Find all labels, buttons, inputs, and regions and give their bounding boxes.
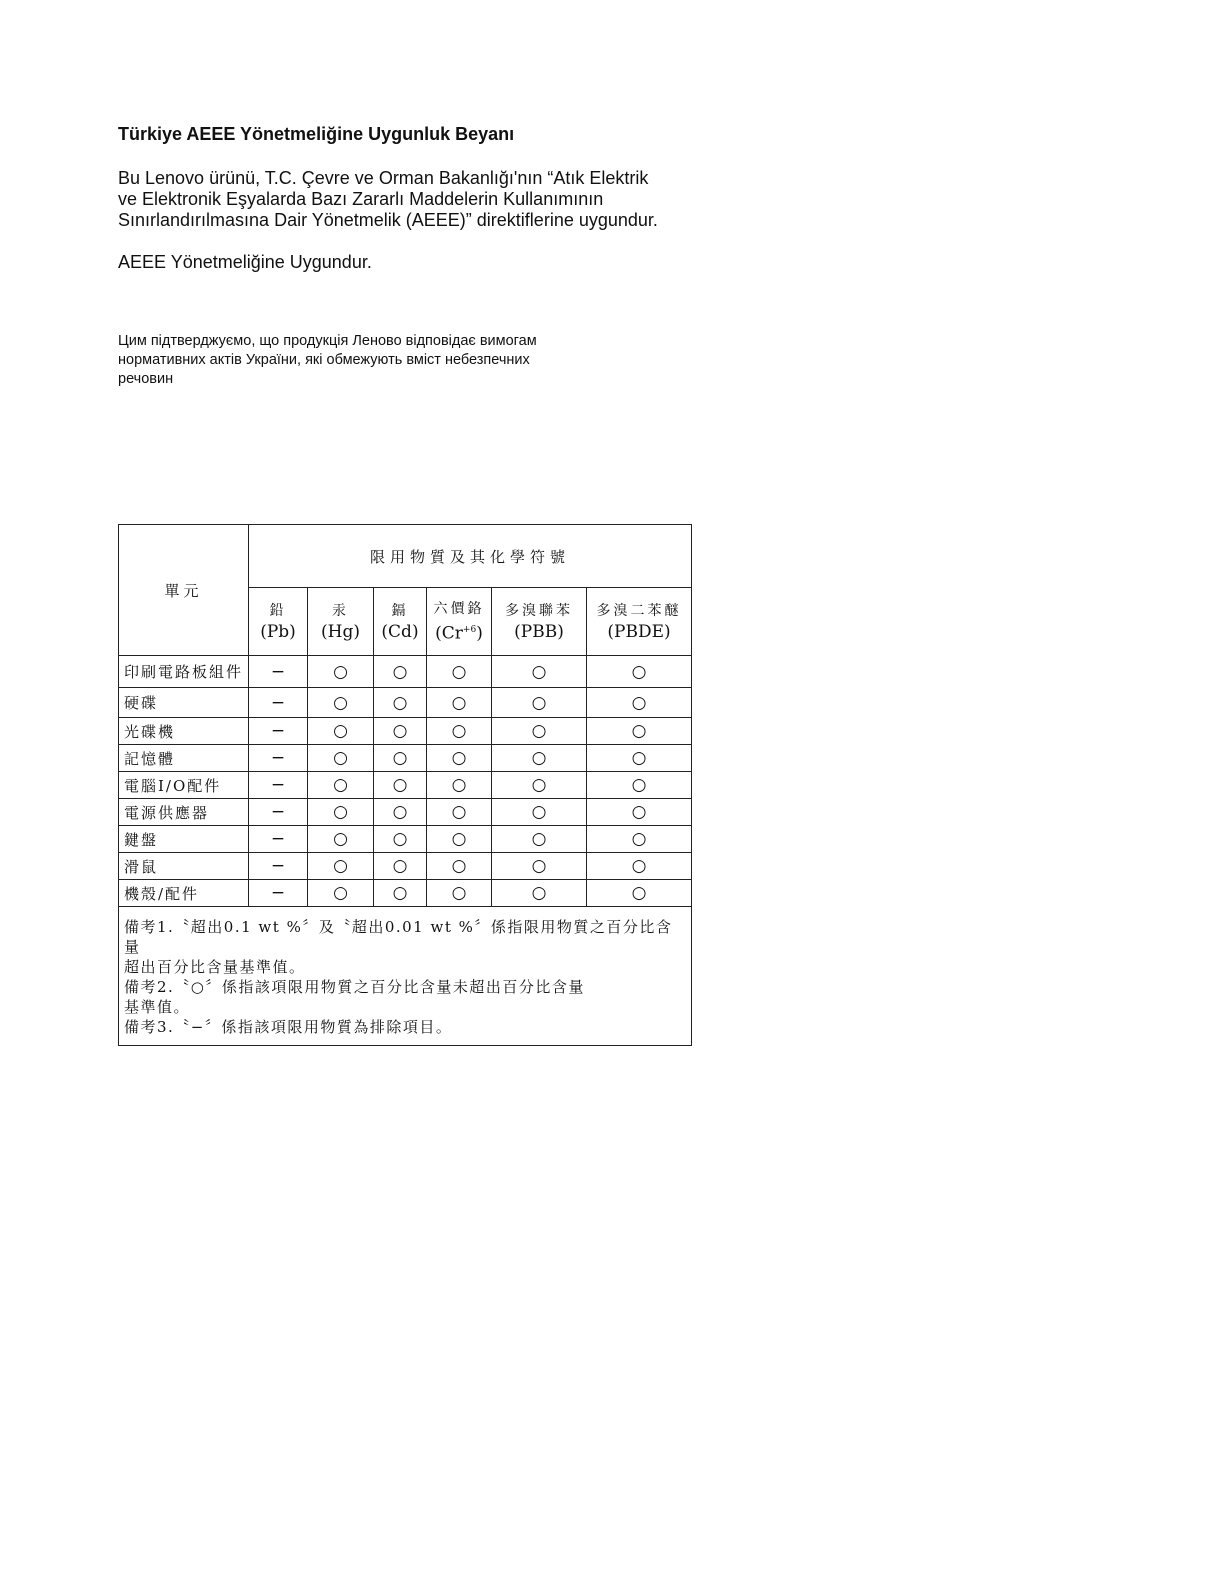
unit-cell: 光碟機 <box>119 718 249 745</box>
within-limit-mark-cell: ○ <box>308 688 374 718</box>
within-limit-mark-cell: ○ <box>374 772 427 799</box>
substance-symbol-text: (Hg) <box>321 621 360 642</box>
substance-symbol-text: (Cr <box>435 623 463 644</box>
within-limit-mark-cell: ○ <box>492 880 587 907</box>
turkey-compliance-statement: AEEE Yönetmeliğine Uygundur. <box>118 252 372 272</box>
restricted-substances-table <box>118 524 692 1046</box>
within-limit-mark-cell: ○ <box>587 799 692 826</box>
substance-header <box>374 588 427 656</box>
unit-cell: 記憶體 <box>119 745 249 772</box>
table-row <box>119 772 692 799</box>
within-limit-mark-cell: ○ <box>374 688 427 718</box>
within-limit-mark-cell: ○ <box>492 799 587 826</box>
excluded-mark-cell: − <box>249 656 308 688</box>
unit-column-header: 單元 <box>119 525 249 656</box>
unit-cell: 電源供應器 <box>119 799 249 826</box>
within-limit-mark-cell: ○ <box>427 880 492 907</box>
table-row <box>119 880 692 907</box>
within-limit-mark-cell: ○ <box>492 853 587 880</box>
substance-symbol <box>427 620 491 645</box>
turkey-body-line: ve Elektronik Eşyalarda Bazı Zararlı Maddelerin Kullanımının <box>118 189 604 209</box>
unit-cell: 機殼/配件 <box>119 880 249 907</box>
table-row <box>119 826 692 853</box>
excluded-mark-cell: − <box>249 853 308 880</box>
unit-cell: 電腦I/O配件 <box>119 772 249 799</box>
within-limit-mark-cell: ○ <box>374 826 427 853</box>
substance-header <box>427 588 492 656</box>
within-limit-mark-cell: ○ <box>587 656 692 688</box>
within-limit-mark-cell: ○ <box>587 772 692 799</box>
excluded-mark-cell: − <box>249 826 308 853</box>
substance-header <box>492 588 587 656</box>
substance-name: 鉛 <box>269 602 287 619</box>
substances-group-header: 限用物質及其化學符號 <box>249 525 692 588</box>
within-limit-mark-cell: ○ <box>374 853 427 880</box>
within-limit-mark-cell: ○ <box>587 745 692 772</box>
within-limit-mark-cell: ○ <box>308 799 374 826</box>
turkey-declaration-body <box>118 168 718 231</box>
within-limit-mark-cell: ○ <box>492 656 587 688</box>
within-limit-mark-cell: ○ <box>427 718 492 745</box>
within-limit-mark-cell: ○ <box>374 718 427 745</box>
within-limit-mark-cell: ○ <box>374 656 427 688</box>
within-limit-mark-cell: ○ <box>427 799 492 826</box>
within-limit-mark-cell: ○ <box>308 656 374 688</box>
table-row <box>119 656 692 688</box>
within-limit-mark-cell: ○ <box>492 826 587 853</box>
within-limit-mark-cell: ○ <box>587 718 692 745</box>
substance-oxidation-state: +6 <box>462 624 477 635</box>
table-row <box>119 718 692 745</box>
within-limit-mark-cell: ○ <box>427 745 492 772</box>
within-limit-mark-cell: ○ <box>587 880 692 907</box>
substance-symbol <box>308 622 373 643</box>
table-row <box>119 853 692 880</box>
substance-symbol <box>374 622 426 643</box>
within-limit-mark-cell: ○ <box>308 826 374 853</box>
within-limit-mark-cell: ○ <box>427 772 492 799</box>
substance-name: 汞 <box>332 602 349 619</box>
ukraine-line: Цим підтверджуємо, що продукція Леново відповідає вимогам <box>118 333 537 349</box>
unit-cell: 印刷電路板組件 <box>119 656 249 688</box>
excluded-mark-cell: − <box>249 772 308 799</box>
substance-header <box>249 588 308 656</box>
excluded-mark-cell: − <box>249 745 308 772</box>
within-limit-mark-cell: ○ <box>308 880 374 907</box>
table-note-line: 基準值。 <box>124 998 191 1016</box>
table-note-line: 備考2.〝○〞係指該項限用物質之百分比含量未超出百分比含量 <box>124 978 585 996</box>
within-limit-mark-cell: ○ <box>427 688 492 718</box>
turkey-body-line: Bu Lenovo ürünü, T.C. Çevre ve Orman Bakanlığı'nın “Atık Elektrik <box>118 168 649 188</box>
substance-name: 多溴二苯醚 <box>596 602 682 619</box>
turkey-body-line: Sınırlandırılmasına Dair Yönetmelik (AEEE)” direktiflerine uygundur. <box>118 210 658 230</box>
table-row <box>119 688 692 718</box>
within-limit-mark-cell: ○ <box>374 745 427 772</box>
excluded-mark-cell: − <box>249 718 308 745</box>
table-notes <box>119 907 692 1046</box>
within-limit-mark-cell: ○ <box>374 799 427 826</box>
substance-symbol <box>249 622 307 643</box>
within-limit-mark-cell: ○ <box>427 826 492 853</box>
table-row <box>119 745 692 772</box>
turkey-declaration-title: Türkiye AEEE Yönetmeliğine Uygunluk Beyanı <box>118 124 515 144</box>
within-limit-mark-cell: ○ <box>308 853 374 880</box>
excluded-mark-cell: − <box>249 799 308 826</box>
substance-name: 六價鉻 <box>433 600 485 617</box>
substance-symbol <box>492 622 586 643</box>
unit-cell: 鍵盤 <box>119 826 249 853</box>
within-limit-mark-cell: ○ <box>308 718 374 745</box>
ukraine-line: речовин <box>118 371 174 387</box>
substance-symbol-text: (PBDE) <box>607 621 671 642</box>
within-limit-mark-cell: ○ <box>587 826 692 853</box>
excluded-mark-cell: − <box>249 880 308 907</box>
table-note-line: 備考3.〝−〞係指該項限用物質為排除項目。 <box>124 1018 453 1036</box>
substance-name: 鎘 <box>391 602 409 619</box>
within-limit-mark-cell: ○ <box>374 880 427 907</box>
substance-symbol-close: ) <box>476 623 483 644</box>
within-limit-mark-cell: ○ <box>587 688 692 718</box>
table-note-line: 超出百分比含量基準值。 <box>124 958 306 976</box>
excluded-mark-cell: − <box>249 688 308 718</box>
within-limit-mark-cell: ○ <box>308 745 374 772</box>
substance-header <box>587 588 692 656</box>
within-limit-mark-cell: ○ <box>427 853 492 880</box>
substance-symbol <box>587 622 691 643</box>
substance-symbol-text: (Pb) <box>260 621 296 642</box>
substance-symbol-text: (PBB) <box>514 621 564 642</box>
within-limit-mark-cell: ○ <box>492 772 587 799</box>
within-limit-mark-cell: ○ <box>492 745 587 772</box>
within-limit-mark-cell: ○ <box>492 688 587 718</box>
table-row <box>119 799 692 826</box>
ukraine-line: нормативних актів України, які обмежують вміст небезпечних <box>118 352 530 368</box>
substance-name: 多溴聯苯 <box>505 602 573 619</box>
unit-cell: 滑鼠 <box>119 853 249 880</box>
within-limit-mark-cell: ○ <box>308 772 374 799</box>
substance-symbol-text: (Cd) <box>381 621 419 642</box>
ukraine-declaration <box>118 332 537 389</box>
substance-header <box>308 588 374 656</box>
unit-cell: 硬碟 <box>119 688 249 718</box>
table-note-line: 備考1.〝超出0.1 wt %〞及〝超出0.01 wt %〞係指限用物質之百分比含量 <box>124 918 673 956</box>
within-limit-mark-cell: ○ <box>492 718 587 745</box>
within-limit-mark-cell: ○ <box>587 853 692 880</box>
within-limit-mark-cell: ○ <box>427 656 492 688</box>
